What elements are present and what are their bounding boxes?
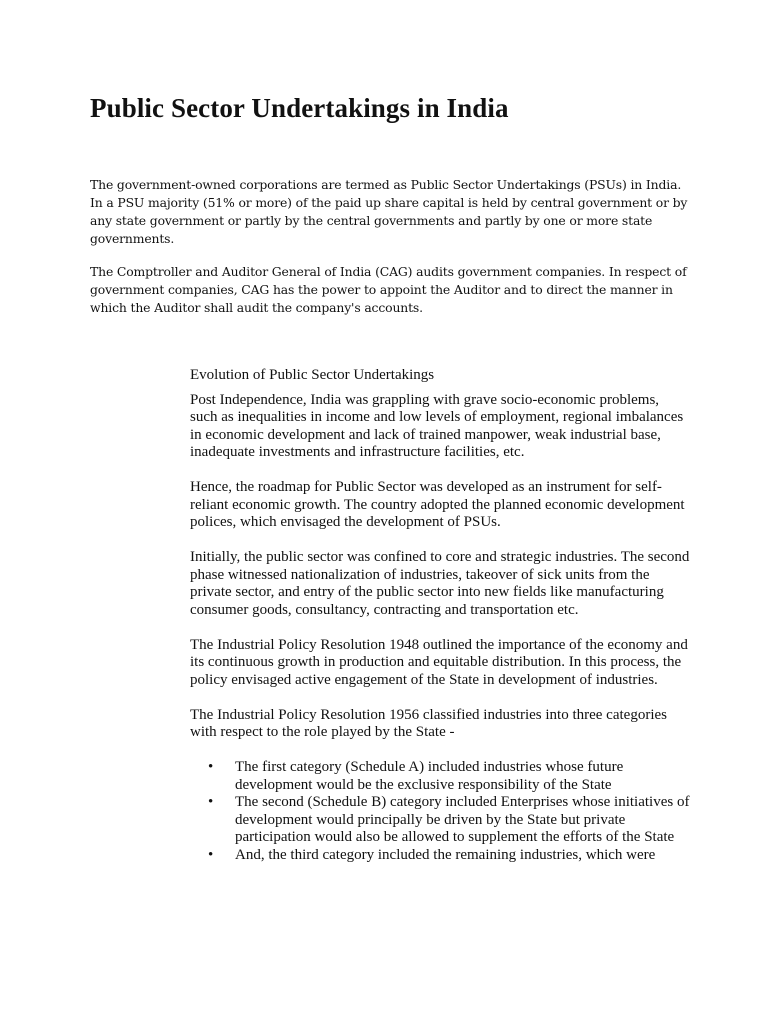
section-heading: Evolution of Public Sector Undertakings: [190, 367, 435, 383]
evolution-section: [190, 367, 690, 864]
list-item-text: The second (Schedule B) category included Enterprises whose initiatives of development would principally be driven by the State but private participation would also be allowed to supplement the efforts of the State: [235, 794, 690, 845]
page-title: Public Sector Undertakings in India: [90, 93, 509, 123]
bullet-icon: •: [208, 759, 214, 775]
section-paragraph: The Industrial Policy Resolution 1956 classified industries into three categories with respect to the role played by the State -: [190, 706, 667, 740]
list-item-text: And, the third category included the remaining industries, which were: [235, 846, 656, 863]
list-item-text: The first category (Schedule A) included industries whose future development would be the exclusive responsibility of the State: [235, 759, 624, 793]
list-item: [208, 794, 690, 847]
intro-paragraph-cag-audit: The Comptroller and Auditor General of India (CAG) audits government companies. In respect of government companies, CAG has the power to appoint the Auditor and to direct the manner in which the Auditor shall audit the company's accounts.: [90, 264, 687, 315]
section-paragraph: The Industrial Policy Resolution 1948 outlined the importance of the economy and its continuous growth in production and equitable distribution. In this process, the policy envisaged active engagement of the State in development of industries.: [190, 636, 688, 688]
section-paragraph: Hence, the roadmap for Public Sector was developed as an instrument for self-reliant economic growth. The country adopted the planned economic development polices, which envisaged the development of PSUs.: [190, 479, 685, 530]
schedule-list-wrapper: [190, 759, 690, 864]
bullet-icon: •: [208, 794, 214, 810]
intro-paragraph-psu-definition: The government-owned corporations are termed as Public Sector Undertakings (PSUs) in India. In a PSU majority (51% or more) of the paid up share capital is held by central government or by any state government or partly by the central governments and partly by one or more state governments.: [90, 177, 688, 246]
bullet-icon: •: [208, 846, 214, 863]
schedule-list: [190, 759, 690, 864]
section-paragraph: Initially, the public sector was confined to core and strategic industries. The second phase witnessed nationalization of industries, takeover of sick units from the private sector, and entry of the public sector into new fields like manufacturing consumer goods, consultancy, contracting and transportation etc.: [190, 549, 690, 618]
list-item: [208, 846, 690, 865]
section-paragraph: Post Independence, India was grappling with grave socio-economic problems, such as inequalities in income and low levels of employment, regional imbalances in economic development and lack of trained manpower, weak industrial base, inadequate investments and infrastructure facilities, etc.: [190, 391, 684, 460]
list-item: [208, 759, 690, 794]
